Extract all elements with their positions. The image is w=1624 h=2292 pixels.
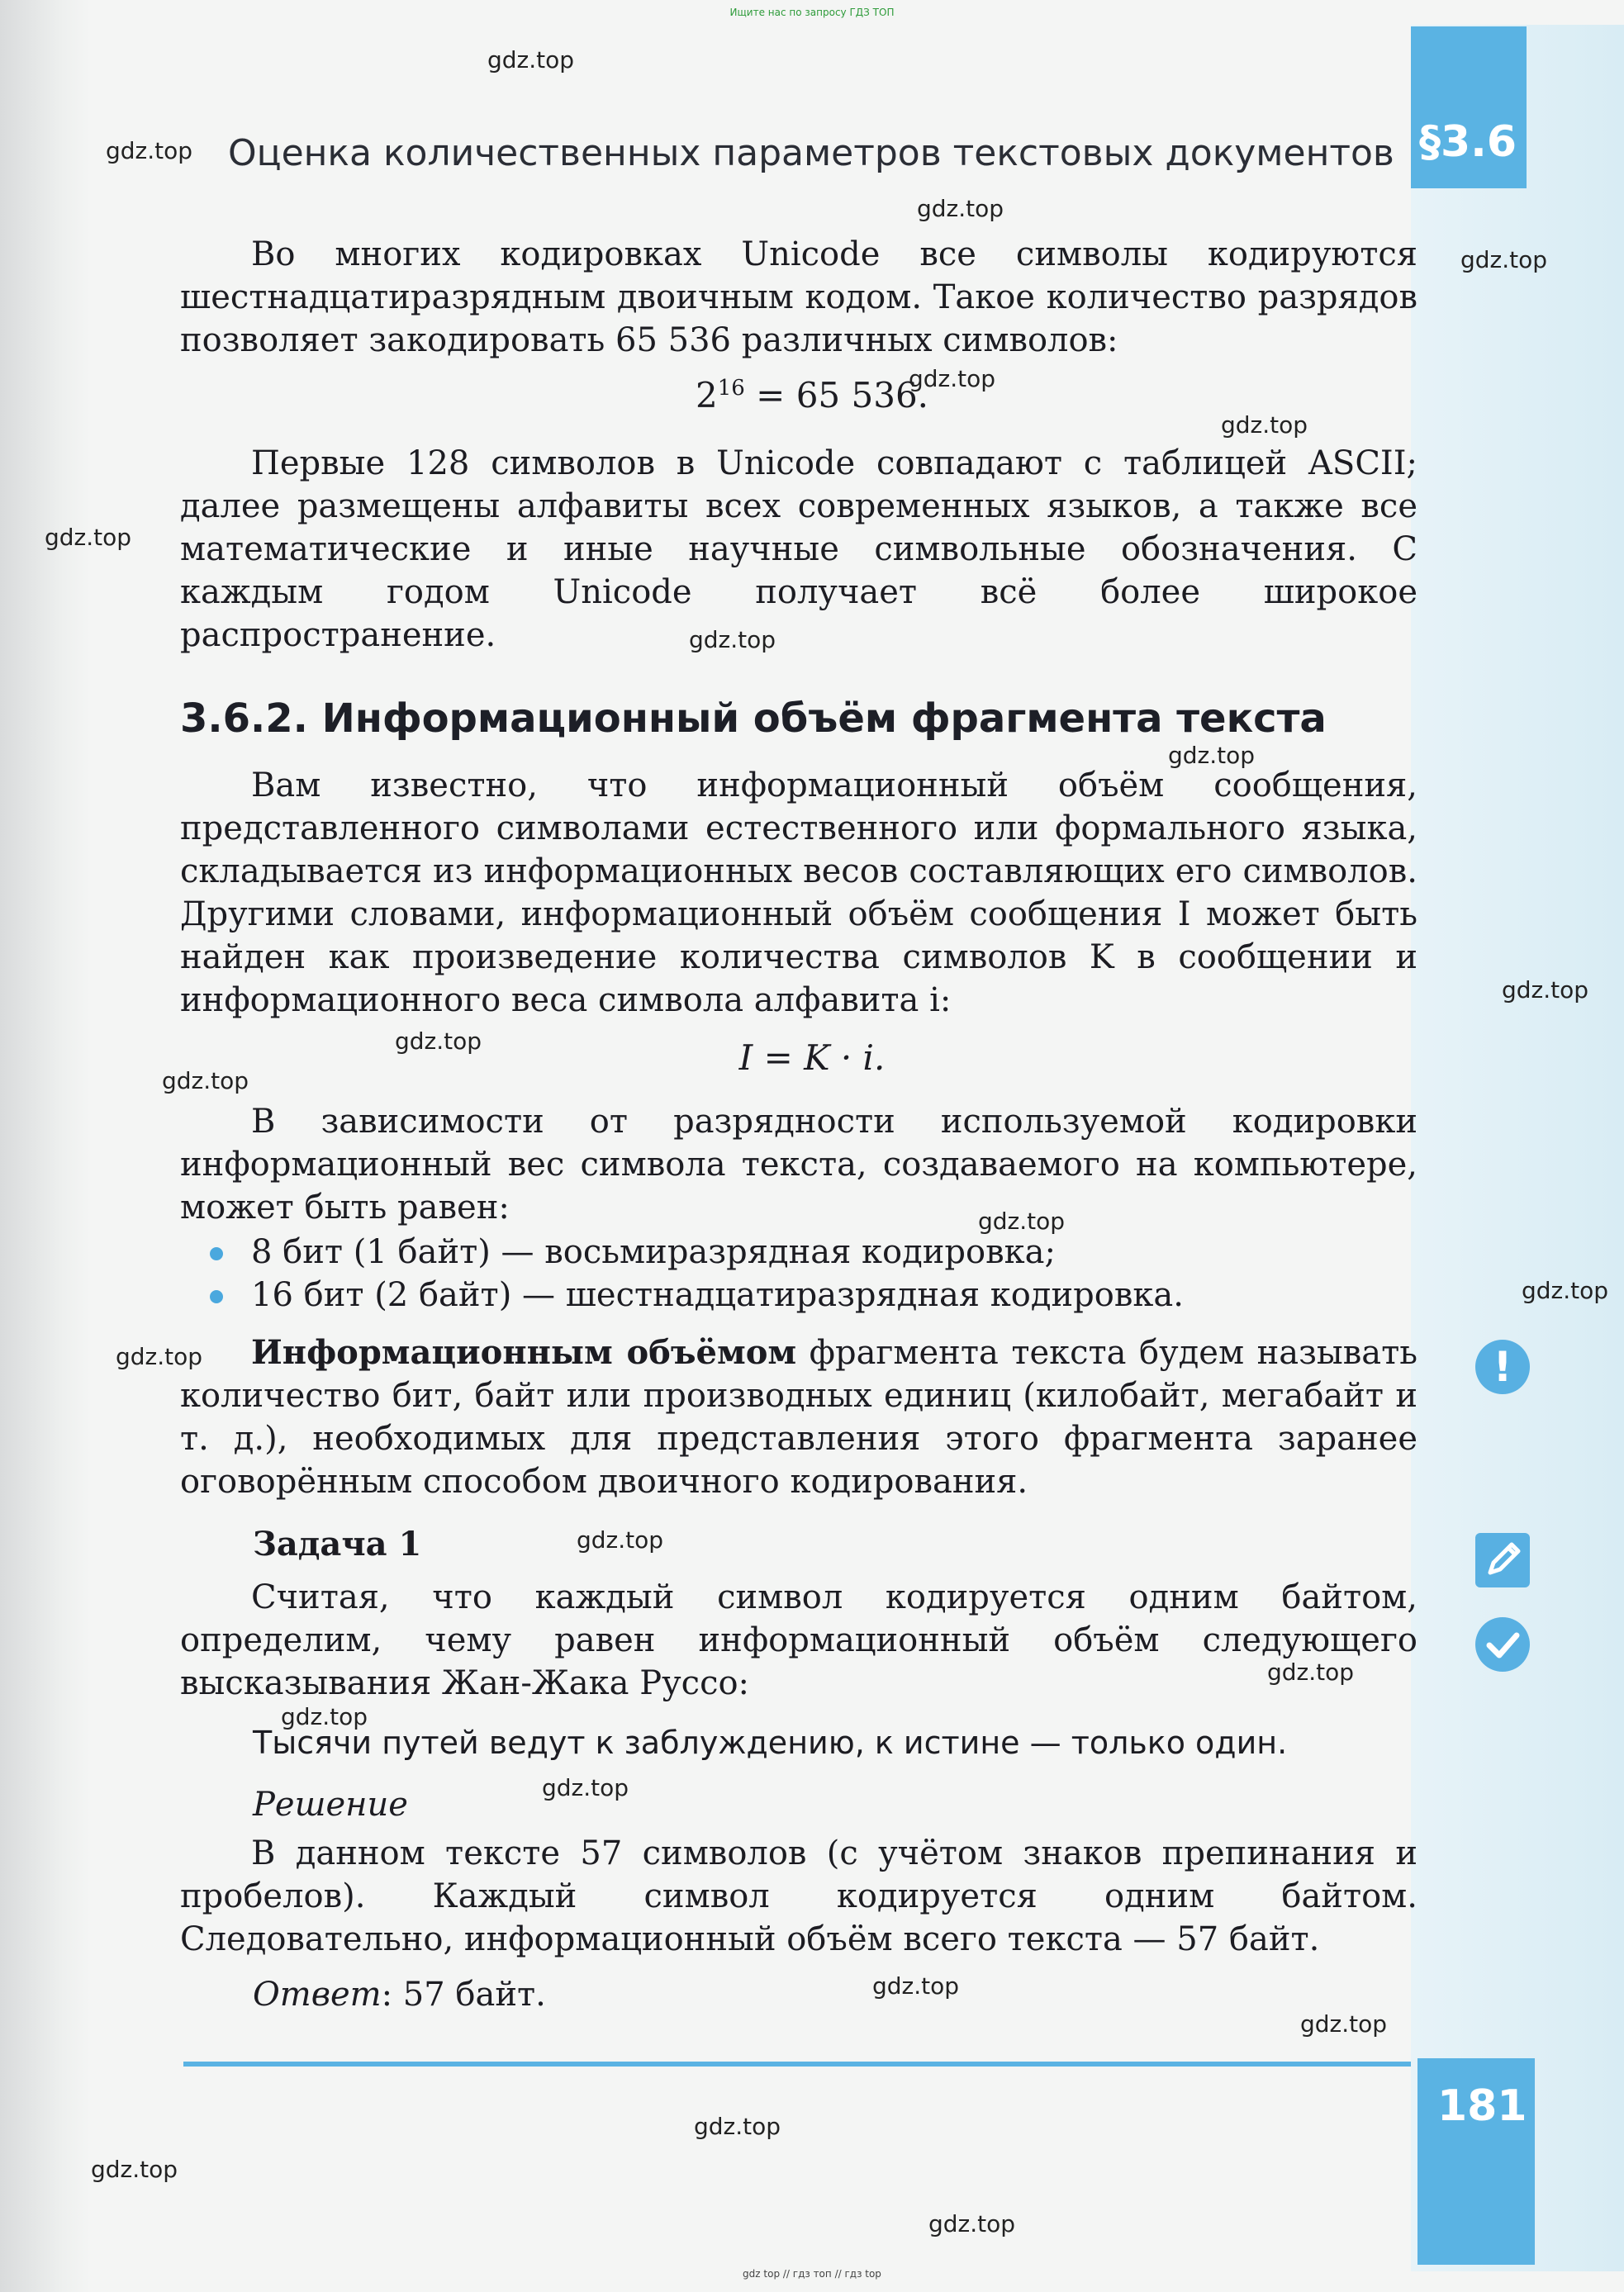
watermark: gdz.top (909, 365, 996, 392)
watermark: gdz.top (162, 1067, 249, 1094)
watermark: gdz.top (1502, 976, 1589, 1004)
page-fold-shadow (0, 0, 91, 2292)
paragraph-solution: В данном тексте 57 символов (с учётом знаков препинания и пробелов). Каждый символ кодируется одним байтом. Следовательно, информационный объём всего текста — 57 байт. (180, 1834, 1417, 1958)
watermark: gdz.top (45, 524, 132, 551)
paragraph-definition: Информационным объёмом фрагмента текста будем называть количество бит, байт или производных единиц (килобайт, мегабайт и т. д.), необходимых для представления этого фрагмента заранее оговорённым способом двоичного кодирования. (180, 1333, 1418, 1501)
paragraph-task: Считая, что каждый символ кодируется одним байтом, определим, чему равен информационный объём следующего высказывания Жан-Жака Руссо: (180, 1578, 1417, 1702)
watermark: gdz.top (542, 1774, 629, 1801)
watermark: gdz.top (91, 2156, 178, 2183)
definition-term: Информационным объёмом (251, 1333, 797, 1372)
watermark: gdz.top (1221, 411, 1308, 439)
side-margin-strip (1411, 25, 1624, 2271)
task-label: Задача 1 (253, 1525, 422, 1564)
watermark: gdz.top (395, 1027, 482, 1055)
watermark: gdz.top (281, 1703, 368, 1730)
watermark: gdz.top (872, 1972, 960, 2000)
bullet-8bit: 8 бит (1 байт) — восьмиразрядная кодировка; (213, 1231, 1056, 1274)
pencil-icon (1475, 1533, 1530, 1587)
watermark: gdz.top (694, 2113, 781, 2140)
watermark: gdz.top (1267, 1658, 1355, 1686)
watermark: gdz.top (116, 1343, 203, 1370)
rousseau-quote: Тысячи путей ведут к заблуждению, к истине — только один. (253, 1725, 1288, 1761)
watermark: gdz.top (1460, 246, 1548, 273)
page-number-badge (1417, 2058, 1535, 2265)
paragraph-unicode-ascii: Первые 128 символов в Unicode совпадают с таблицей ASCII; далее размещены алфавиты всех современных языков, а также все математические и иные научные символьные обозначения. С каждым годом Unicode получает всё более широкое распространение. (180, 444, 1417, 654)
page-number: 181 (1437, 2081, 1527, 2131)
watermark: gdz.top (928, 2210, 1016, 2237)
checkmark-icon (1475, 1617, 1530, 1672)
formula-i-k-i: I = K · i. (738, 1037, 886, 1078)
watermark: gdz.top (577, 1526, 664, 1554)
bottom-banner: gdz top // гдз топ // гдз top (743, 2268, 881, 2280)
watermark: gdz.top (106, 137, 193, 164)
paragraph-unicode-16bit: Во многих кодировках Unicode все символы кодируются шестнадцатиразрядным двоичным кодом. Такое количество разрядов позволяет закодировать 65 536 различных символов: (180, 235, 1417, 359)
paragraph-encoding-width: В зависимости от разрядности используемой кодировки информационный вес символа текста, создаваемого на компьютере, может быть равен: (180, 1103, 1417, 1227)
exclamation-icon: ! (1475, 1340, 1530, 1394)
watermark: gdz.top (978, 1208, 1066, 1235)
bullet-16bit: 16 бит (2 байт) — шестнадцатиразрядная кодировка. (213, 1274, 1184, 1317)
section-badge (1411, 26, 1527, 188)
bottom-rule (183, 2062, 1411, 2067)
solution-label: Решение (253, 1786, 408, 1824)
watermark: gdz.top (487, 46, 575, 74)
watermark: gdz.top (1300, 2010, 1388, 2038)
watermark: gdz.top (689, 626, 776, 653)
answer-line: Ответ: 57 байт. (253, 1976, 546, 2014)
top-banner: Ищите нас по запросу ГДЗ ТОП (729, 7, 895, 18)
answer-label: Ответ (253, 1976, 382, 2014)
formula-2-16: $2^{16} = 65$ 536. (695, 375, 929, 415)
running-head: Оценка количественных параметров текстовых документов (228, 132, 1394, 174)
paragraph-info-volume: Вам известно, что информационный объём сообщения, представленного символами естественного или формального языка, складывается из информационных весов составляющих его символов. Другими словами, информационный объём сообщения I может быть найден как произведение количества символов K в сообщении и информационного веса символа алфавита i: (180, 766, 1417, 1019)
section-badge-label: §3.6 (1419, 117, 1517, 167)
watermark: gdz.top (917, 195, 1004, 222)
watermark: gdz.top (1522, 1277, 1609, 1304)
section-title: 3.6.2. Информационный объём фрагмента текста (180, 695, 1327, 742)
watermark: gdz.top (1168, 742, 1256, 769)
